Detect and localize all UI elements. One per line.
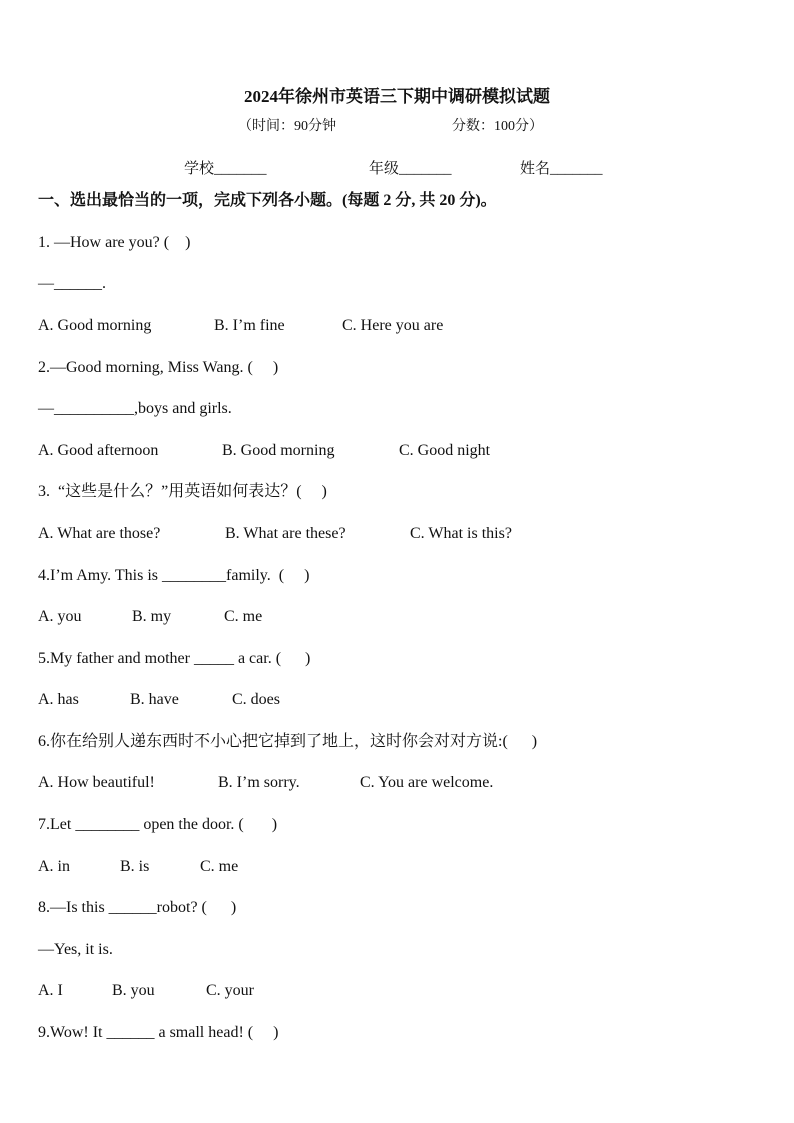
- question-5: 5.My father and mother _____ a car. ( ): [38, 650, 311, 667]
- question-2: 2.—Good morning, Miss Wang. ( ): [38, 359, 279, 376]
- option-6b: B. I’m sorry.: [218, 774, 300, 791]
- school-field: 学校_______: [184, 161, 267, 177]
- name-field: 姓名_______: [520, 161, 603, 177]
- option-8a: A. I: [38, 982, 63, 999]
- question-1-answer-line: —______.: [38, 275, 106, 292]
- grade-field: 年级_______: [369, 161, 452, 177]
- option-2b: B. Good morning: [222, 442, 335, 459]
- option-2c: C. Good night: [399, 442, 491, 459]
- question-3: 3. “这些是什么？”用英语如何表达？( ): [38, 483, 327, 500]
- option-4a: A. you: [38, 608, 82, 625]
- option-6c: C. You are welcome.: [360, 774, 494, 791]
- exam-score: 分数：100分）: [452, 119, 543, 134]
- question-9: 9.Wow! It ______ a small head! ( ): [38, 1024, 279, 1041]
- option-7a: A. in: [38, 858, 70, 875]
- option-2a: A. Good afternoon: [38, 442, 159, 459]
- option-7b: B. is: [120, 858, 150, 875]
- option-4c: C. me: [224, 608, 263, 625]
- option-8c: C. your: [206, 982, 254, 999]
- option-1a: A. Good morning: [38, 317, 152, 334]
- option-6a: A. How beautiful!: [38, 774, 155, 791]
- page-title: 2024年徐州市英语三下期中调研模拟试题: [244, 87, 550, 106]
- section-heading: 一、选出最恰当的一项，完成下列各小题。(每题 2 分, 共 20 分)。: [38, 192, 497, 209]
- option-3c: C. What is this?: [410, 525, 512, 542]
- option-3b: B. What are these?: [225, 525, 346, 542]
- exam-time: （时间：90分钟: [238, 119, 336, 134]
- question-1: 1. —How are you? ( ): [38, 234, 191, 251]
- question-2-answer-line: —__________,boys and girls.: [38, 400, 232, 417]
- option-8b: B. you: [112, 982, 155, 999]
- question-8: 8.—Is this ______robot? ( ): [38, 899, 237, 916]
- option-5a: A. has: [38, 691, 79, 708]
- option-5b: B. have: [130, 691, 179, 708]
- option-1c: C. Here you are: [342, 317, 444, 334]
- question-6: 6.你在给别人递东西时不小心把它掉到了地上，这时你会对对方说:( ): [38, 733, 538, 750]
- question-4: 4.I’m Amy. This is ________family. ( ): [38, 567, 310, 584]
- option-3a: A. What are those?: [38, 525, 161, 542]
- option-1b: B. I’m fine: [214, 317, 285, 334]
- option-5c: C. does: [232, 691, 280, 708]
- question-8-answer-line: —Yes, it is.: [38, 941, 113, 958]
- question-7: 7.Let ________ open the door. ( ): [38, 816, 278, 833]
- option-7c: C. me: [200, 858, 239, 875]
- option-4b: B. my: [132, 608, 172, 625]
